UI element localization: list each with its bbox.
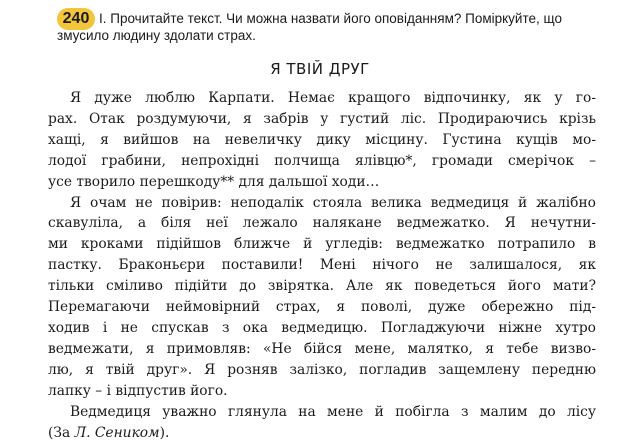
story-line: тільки сміливо підійти до звірятка. Але як поведеться його мати? (48, 276, 596, 297)
story-attribution (48, 423, 596, 443)
attribution-prefix: (За (48, 425, 75, 441)
story-line: Я очам не повірив: неподалік стояла велика ведмедиця й жалібно (48, 193, 596, 214)
story-line: лю, я твій друг». Я розняв залізко, погладив защемлену передню (48, 360, 596, 381)
story-line: ми кроками підійшов ближче й угледів: ведмежатко потрапило в (48, 234, 596, 255)
story-line: Я дуже люблю Карпати. Немає кращого відпочинку, як у го- (48, 88, 596, 109)
task-instruction (99, 10, 619, 44)
story-text (48, 88, 596, 443)
task-instruction-line-2: змусило людину здолати страх. (57, 27, 619, 44)
story-line: хащі, я вийшов на невеличку дику місцину. Густина кущів мо- (48, 130, 596, 151)
story-line: пастку. Браконьєри поставили! Мені нічого не залишалося, як (48, 255, 596, 276)
story-line: ведмежати, я примовляв: «Не бійся мене, малятко, я тебе визво- (48, 339, 596, 360)
story-title: Я ТВІЙ ДРУГ (0, 60, 640, 78)
story-line: рах. Отак роздумуючи, я забрів у густий ліс. Продираючись крізь (48, 109, 596, 130)
story-line: усе творило перешкоду** для дальшої ходи… (48, 172, 596, 193)
task-number-badge: 240 (57, 8, 95, 30)
story-line: лапку – і відпустив його. (48, 381, 596, 402)
story-line: скавуліла, а біля неї лежало налякане ведмежатко. Я нечутни- (48, 213, 596, 234)
attribution-author: Л. Сеником (75, 425, 160, 441)
story-line: лодої грабини, непрохідні полчища ялівцю*, громади смерічок – (48, 151, 596, 172)
attribution-suffix: ). (160, 425, 170, 441)
task-instruction-line-1: I. Прочитайте текст. Чи можна назвати його оповіданням? Поміркуйте, що (99, 11, 562, 26)
story-line: Ведмедиця уважно глянула на мене й побігла з малим до лісу (48, 402, 596, 423)
story-line: ходив і не спускав з ока ведмедицю. Погладжуючи ніжне хутро (48, 318, 596, 339)
story-line: Перемагаючи неймовірний страх, я поволі, дуже обережно під- (48, 297, 596, 318)
